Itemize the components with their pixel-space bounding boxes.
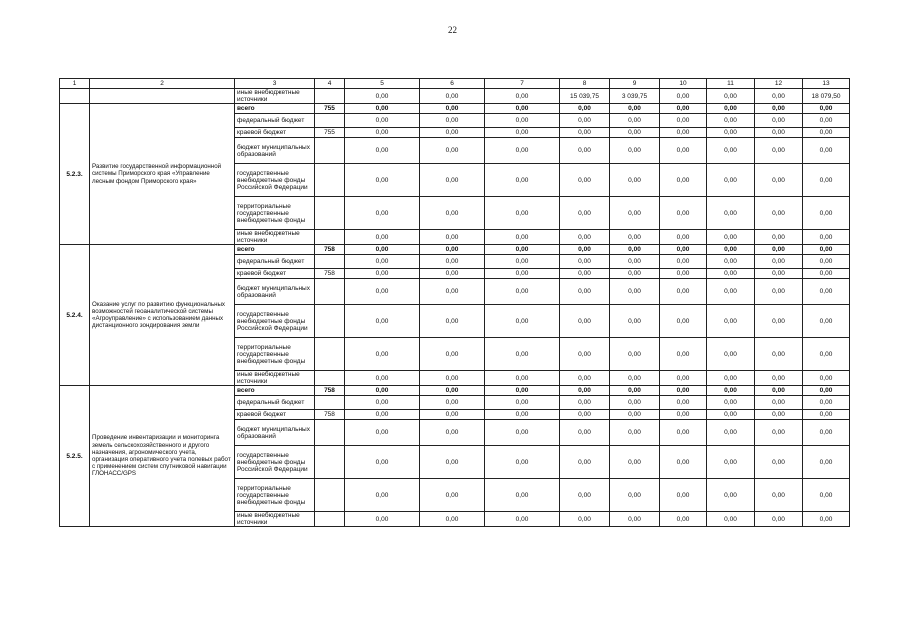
value-cell-col9: 0,00	[610, 410, 660, 420]
value-cell-col10: 0,00	[660, 104, 707, 114]
source-cell: иные внебюджетные источники	[235, 230, 315, 245]
value-cell-col7: 0,00	[485, 410, 560, 420]
value-cell-col13: 0,00	[803, 512, 850, 527]
value-cell-col8: 0,00	[560, 164, 610, 197]
value-cell-col10: 0,00	[660, 371, 707, 386]
value-cell-col8: 0,00	[560, 479, 610, 512]
source-cell: государственные внебюджетные фонды Российской Федерации	[235, 305, 315, 338]
value-cell-col11: 0,00	[707, 138, 755, 164]
value-cell-col5: 0,00	[345, 479, 420, 512]
value-cell-col5: 0,00	[345, 420, 420, 446]
value-cell-col8: 0,00	[560, 279, 610, 305]
value-cell-col7: 0,00	[485, 104, 560, 114]
value-cell-col10: 0,00	[660, 128, 707, 138]
table-row	[60, 89, 850, 104]
value-cell-col8: 0,00	[560, 255, 610, 269]
value-cell-col9: 0,00	[610, 230, 660, 245]
source-cell: краевой бюджет	[235, 269, 315, 279]
table-body	[60, 89, 850, 527]
value-cell-col11: 0,00	[707, 128, 755, 138]
value-cell-col13: 0,00	[803, 279, 850, 305]
grbs-cell	[315, 371, 345, 386]
value-cell-col12: 0,00	[755, 371, 803, 386]
column-header-10: 10	[660, 79, 707, 89]
value-cell-col9: 3 039,75	[610, 89, 660, 104]
value-cell-col7: 0,00	[485, 128, 560, 138]
value-cell-col8: 0,00	[560, 128, 610, 138]
value-cell-col6: 0,00	[420, 371, 485, 386]
value-cell-col9: 0,00	[610, 420, 660, 446]
grbs-cell	[315, 396, 345, 410]
value-cell-col8: 0,00	[560, 138, 610, 164]
value-cell-col11: 0,00	[707, 512, 755, 527]
value-cell-col9: 0,00	[610, 245, 660, 255]
item-code: 5.2.4.	[60, 245, 90, 386]
value-cell-col7: 0,00	[485, 279, 560, 305]
value-cell-col5: 0,00	[345, 245, 420, 255]
value-cell-col6: 0,00	[420, 386, 485, 396]
value-cell-col7: 0,00	[485, 89, 560, 104]
value-cell-col10: 0,00	[660, 279, 707, 305]
value-cell-col8: 0,00	[560, 386, 610, 396]
value-cell-col9: 0,00	[610, 371, 660, 386]
value-cell-col10: 0,00	[660, 305, 707, 338]
value-cell-col13: 0,00	[803, 230, 850, 245]
value-cell-col5: 0,00	[345, 512, 420, 527]
budget-table	[59, 78, 850, 527]
value-cell-col10: 0,00	[660, 512, 707, 527]
value-cell-col12: 0,00	[755, 396, 803, 410]
value-cell-col11: 0,00	[707, 396, 755, 410]
value-cell-col8: 0,00	[560, 371, 610, 386]
source-cell: государственные внебюджетные фонды Российской Федерации	[235, 164, 315, 197]
value-cell-col10: 0,00	[660, 420, 707, 446]
value-cell-col9: 0,00	[610, 479, 660, 512]
value-cell-col8: 0,00	[560, 410, 610, 420]
grbs-cell: 758	[315, 245, 345, 255]
value-cell-col7: 0,00	[485, 512, 560, 527]
value-cell-col12: 0,00	[755, 512, 803, 527]
value-cell-col6: 0,00	[420, 164, 485, 197]
column-header-12: 12	[755, 79, 803, 89]
value-cell-col12: 0,00	[755, 305, 803, 338]
source-cell: иные внебюджетные источники	[235, 371, 315, 386]
value-cell-col11: 0,00	[707, 305, 755, 338]
value-cell-col8: 0,00	[560, 512, 610, 527]
grbs-cell	[315, 512, 345, 527]
column-header-5: 5	[345, 79, 420, 89]
value-cell-col7: 0,00	[485, 269, 560, 279]
value-cell-col12: 0,00	[755, 446, 803, 479]
source-cell: краевой бюджет	[235, 410, 315, 420]
value-cell-col6: 0,00	[420, 245, 485, 255]
grbs-cell	[315, 230, 345, 245]
grbs-cell	[315, 164, 345, 197]
value-cell-col9: 0,00	[610, 138, 660, 164]
source-cell: государственные внебюджетные фонды Российской Федерации	[235, 446, 315, 479]
value-cell-col6: 0,00	[420, 230, 485, 245]
value-cell-col11: 0,00	[707, 89, 755, 104]
value-cell-col7: 0,00	[485, 245, 560, 255]
value-cell-col10: 0,00	[660, 197, 707, 230]
value-cell-col10: 0,00	[660, 269, 707, 279]
value-cell-col13: 0,00	[803, 410, 850, 420]
value-cell-col5: 0,00	[345, 305, 420, 338]
value-cell-col13: 18 079,50	[803, 89, 850, 104]
value-cell-col13: 0,00	[803, 338, 850, 371]
value-cell-col8: 15 039,75	[560, 89, 610, 104]
value-cell-col13: 0,00	[803, 138, 850, 164]
value-cell-col12: 0,00	[755, 128, 803, 138]
value-cell-col6: 0,00	[420, 479, 485, 512]
value-cell-col10: 0,00	[660, 386, 707, 396]
value-cell-col12: 0,00	[755, 479, 803, 512]
column-header-8: 8	[560, 79, 610, 89]
value-cell-col5: 0,00	[345, 446, 420, 479]
source-cell: бюджет муниципальных образований	[235, 420, 315, 446]
value-cell-col12: 0,00	[755, 104, 803, 114]
value-cell-col12: 0,00	[755, 114, 803, 128]
value-cell-col10: 0,00	[660, 396, 707, 410]
grbs-cell	[315, 89, 345, 104]
value-cell-col13: 0,00	[803, 371, 850, 386]
value-cell-col6: 0,00	[420, 269, 485, 279]
value-cell-col5: 0,00	[345, 128, 420, 138]
source-cell: территориальные государственные внебюджетные фонды	[235, 479, 315, 512]
grbs-cell	[315, 446, 345, 479]
grbs-cell	[315, 305, 345, 338]
value-cell-col5: 0,00	[345, 104, 420, 114]
value-cell-col8: 0,00	[560, 269, 610, 279]
value-cell-col5: 0,00	[345, 89, 420, 104]
value-cell-col8: 0,00	[560, 114, 610, 128]
value-cell-col7: 0,00	[485, 371, 560, 386]
value-cell-col5: 0,00	[345, 114, 420, 128]
value-cell-col12: 0,00	[755, 245, 803, 255]
column-header-3: 3	[235, 79, 315, 89]
value-cell-col7: 0,00	[485, 446, 560, 479]
value-cell-col9: 0,00	[610, 512, 660, 527]
item-name: Развитие государственной информационной системы Приморского края «Управление лесным фондом Приморского края»	[90, 104, 235, 245]
source-cell: иные внебюджетные источники	[235, 89, 315, 104]
value-cell-col12: 0,00	[755, 89, 803, 104]
value-cell-col5: 0,00	[345, 386, 420, 396]
header-row	[60, 79, 850, 89]
source-cell: федеральный бюджет	[235, 255, 315, 269]
value-cell-col6: 0,00	[420, 338, 485, 371]
value-cell-col9: 0,00	[610, 396, 660, 410]
value-cell-col11: 0,00	[707, 269, 755, 279]
grbs-cell	[315, 420, 345, 446]
value-cell-col11: 0,00	[707, 371, 755, 386]
source-cell: иные внебюджетные источники	[235, 512, 315, 527]
value-cell-col12: 0,00	[755, 255, 803, 269]
value-cell-col6: 0,00	[420, 305, 485, 338]
column-header-2: 2	[90, 79, 235, 89]
table-row	[60, 245, 850, 255]
value-cell-col13: 0,00	[803, 104, 850, 114]
grbs-cell: 755	[315, 104, 345, 114]
value-cell-col8: 0,00	[560, 230, 610, 245]
value-cell-col10: 0,00	[660, 138, 707, 164]
value-cell-col10: 0,00	[660, 230, 707, 245]
value-cell-col6: 0,00	[420, 255, 485, 269]
value-cell-col9: 0,00	[610, 104, 660, 114]
value-cell-col6: 0,00	[420, 197, 485, 230]
value-cell-col10: 0,00	[660, 255, 707, 269]
value-cell-col5: 0,00	[345, 230, 420, 245]
value-cell-col9: 0,00	[610, 386, 660, 396]
value-cell-col11: 0,00	[707, 114, 755, 128]
grbs-cell	[315, 138, 345, 164]
value-cell-col6: 0,00	[420, 138, 485, 164]
value-cell-col9: 0,00	[610, 269, 660, 279]
value-cell-col10: 0,00	[660, 479, 707, 512]
value-cell-col12: 0,00	[755, 230, 803, 245]
value-cell-col12: 0,00	[755, 269, 803, 279]
value-cell-col7: 0,00	[485, 396, 560, 410]
column-header-1: 1	[60, 79, 90, 89]
value-cell-col8: 0,00	[560, 420, 610, 446]
value-cell-col8: 0,00	[560, 245, 610, 255]
source-cell: территориальные государственные внебюджетные фонды	[235, 338, 315, 371]
value-cell-col5: 0,00	[345, 279, 420, 305]
value-cell-col6: 0,00	[420, 396, 485, 410]
value-cell-col7: 0,00	[485, 479, 560, 512]
value-cell-col11: 0,00	[707, 164, 755, 197]
value-cell-col7: 0,00	[485, 138, 560, 164]
grbs-cell: 758	[315, 269, 345, 279]
value-cell-col8: 0,00	[560, 338, 610, 371]
value-cell-col6: 0,00	[420, 420, 485, 446]
value-cell-col6: 0,00	[420, 128, 485, 138]
code-cell	[60, 89, 90, 104]
column-header-9: 9	[610, 79, 660, 89]
value-cell-col7: 0,00	[485, 197, 560, 230]
value-cell-col5: 0,00	[345, 410, 420, 420]
value-cell-col8: 0,00	[560, 104, 610, 114]
value-cell-col6: 0,00	[420, 89, 485, 104]
grbs-cell	[315, 197, 345, 230]
value-cell-col8: 0,00	[560, 305, 610, 338]
source-cell: всего	[235, 104, 315, 114]
value-cell-col12: 0,00	[755, 338, 803, 371]
item-code: 5.2.3.	[60, 104, 90, 245]
value-cell-col7: 0,00	[485, 114, 560, 128]
value-cell-col12: 0,00	[755, 164, 803, 197]
grbs-cell	[315, 479, 345, 512]
value-cell-col13: 0,00	[803, 420, 850, 446]
item-name: Оказание услуг по развитию функциональных возможностей геоаналитической системы «Агроуправление» с использованием данных дистанционного зондирования земли	[90, 245, 235, 386]
value-cell-col9: 0,00	[610, 279, 660, 305]
value-cell-col9: 0,00	[610, 128, 660, 138]
value-cell-col10: 0,00	[660, 245, 707, 255]
value-cell-col11: 0,00	[707, 446, 755, 479]
grbs-cell: 755	[315, 128, 345, 138]
value-cell-col10: 0,00	[660, 114, 707, 128]
source-cell: территориальные государственные внебюджетные фонды	[235, 197, 315, 230]
value-cell-col12: 0,00	[755, 138, 803, 164]
value-cell-col11: 0,00	[707, 104, 755, 114]
value-cell-col9: 0,00	[610, 197, 660, 230]
value-cell-col7: 0,00	[485, 386, 560, 396]
value-cell-col5: 0,00	[345, 138, 420, 164]
item-name: Проведение инвентаризации и мониторинга земель сельскохозяйственного и другого назначения, агрономического учета, организация оперативного учета полевых работ с применением систем спутниковой навигации ГЛОНАСС/GPS	[90, 386, 235, 527]
item-code: 5.2.5.	[60, 386, 90, 527]
value-cell-col12: 0,00	[755, 279, 803, 305]
value-cell-col10: 0,00	[660, 338, 707, 371]
grbs-cell	[315, 255, 345, 269]
column-header-4: 4	[315, 79, 345, 89]
value-cell-col11: 0,00	[707, 279, 755, 305]
value-cell-col12: 0,00	[755, 410, 803, 420]
source-cell: федеральный бюджет	[235, 396, 315, 410]
grbs-cell	[315, 338, 345, 371]
value-cell-col6: 0,00	[420, 279, 485, 305]
column-header-11: 11	[707, 79, 755, 89]
source-cell: всего	[235, 245, 315, 255]
value-cell-col11: 0,00	[707, 338, 755, 371]
value-cell-col6: 0,00	[420, 512, 485, 527]
value-cell-col13: 0,00	[803, 446, 850, 479]
value-cell-col13: 0,00	[803, 164, 850, 197]
value-cell-col6: 0,00	[420, 446, 485, 479]
value-cell-col8: 0,00	[560, 197, 610, 230]
value-cell-col13: 0,00	[803, 197, 850, 230]
value-cell-col10: 0,00	[660, 446, 707, 479]
page-number: 22	[448, 25, 457, 35]
value-cell-col7: 0,00	[485, 255, 560, 269]
value-cell-col5: 0,00	[345, 371, 420, 386]
value-cell-col5: 0,00	[345, 396, 420, 410]
source-cell: бюджет муниципальных образований	[235, 138, 315, 164]
value-cell-col13: 0,00	[803, 114, 850, 128]
source-cell: бюджет муниципальных образований	[235, 279, 315, 305]
grbs-cell: 758	[315, 386, 345, 396]
value-cell-col13: 0,00	[803, 128, 850, 138]
value-cell-col13: 0,00	[803, 396, 850, 410]
table-row	[60, 386, 850, 396]
value-cell-col13: 0,00	[803, 245, 850, 255]
grbs-cell	[315, 114, 345, 128]
value-cell-col8: 0,00	[560, 446, 610, 479]
value-cell-col11: 0,00	[707, 255, 755, 269]
value-cell-col12: 0,00	[755, 386, 803, 396]
value-cell-col9: 0,00	[610, 255, 660, 269]
value-cell-col7: 0,00	[485, 420, 560, 446]
value-cell-col6: 0,00	[420, 410, 485, 420]
value-cell-col13: 0,00	[803, 479, 850, 512]
value-cell-col7: 0,00	[485, 230, 560, 245]
value-cell-col7: 0,00	[485, 305, 560, 338]
value-cell-col13: 0,00	[803, 269, 850, 279]
source-cell: краевой бюджет	[235, 128, 315, 138]
value-cell-col10: 0,00	[660, 89, 707, 104]
column-header-6: 6	[420, 79, 485, 89]
value-cell-col9: 0,00	[610, 164, 660, 197]
value-cell-col11: 0,00	[707, 386, 755, 396]
value-cell-col10: 0,00	[660, 410, 707, 420]
value-cell-col11: 0,00	[707, 410, 755, 420]
value-cell-col5: 0,00	[345, 255, 420, 269]
value-cell-col6: 0,00	[420, 104, 485, 114]
table-row	[60, 104, 850, 114]
value-cell-col9: 0,00	[610, 338, 660, 371]
value-cell-col5: 0,00	[345, 269, 420, 279]
value-cell-col5: 0,00	[345, 338, 420, 371]
value-cell-col13: 0,00	[803, 255, 850, 269]
value-cell-col11: 0,00	[707, 245, 755, 255]
value-cell-col7: 0,00	[485, 164, 560, 197]
value-cell-col5: 0,00	[345, 197, 420, 230]
grbs-cell: 758	[315, 410, 345, 420]
source-cell: всего	[235, 386, 315, 396]
value-cell-col13: 0,00	[803, 305, 850, 338]
name-cell	[90, 89, 235, 104]
value-cell-col10: 0,00	[660, 164, 707, 197]
value-cell-col6: 0,00	[420, 114, 485, 128]
value-cell-col11: 0,00	[707, 197, 755, 230]
value-cell-col11: 0,00	[707, 420, 755, 446]
value-cell-col13: 0,00	[803, 386, 850, 396]
value-cell-col5: 0,00	[345, 164, 420, 197]
value-cell-col9: 0,00	[610, 114, 660, 128]
source-cell: федеральный бюджет	[235, 114, 315, 128]
value-cell-col11: 0,00	[707, 479, 755, 512]
value-cell-col7: 0,00	[485, 338, 560, 371]
grbs-cell	[315, 279, 345, 305]
value-cell-col9: 0,00	[610, 305, 660, 338]
value-cell-col11: 0,00	[707, 230, 755, 245]
value-cell-col12: 0,00	[755, 420, 803, 446]
column-header-7: 7	[485, 79, 560, 89]
value-cell-col12: 0,00	[755, 197, 803, 230]
value-cell-col8: 0,00	[560, 396, 610, 410]
value-cell-col9: 0,00	[610, 446, 660, 479]
column-header-13: 13	[803, 79, 850, 89]
